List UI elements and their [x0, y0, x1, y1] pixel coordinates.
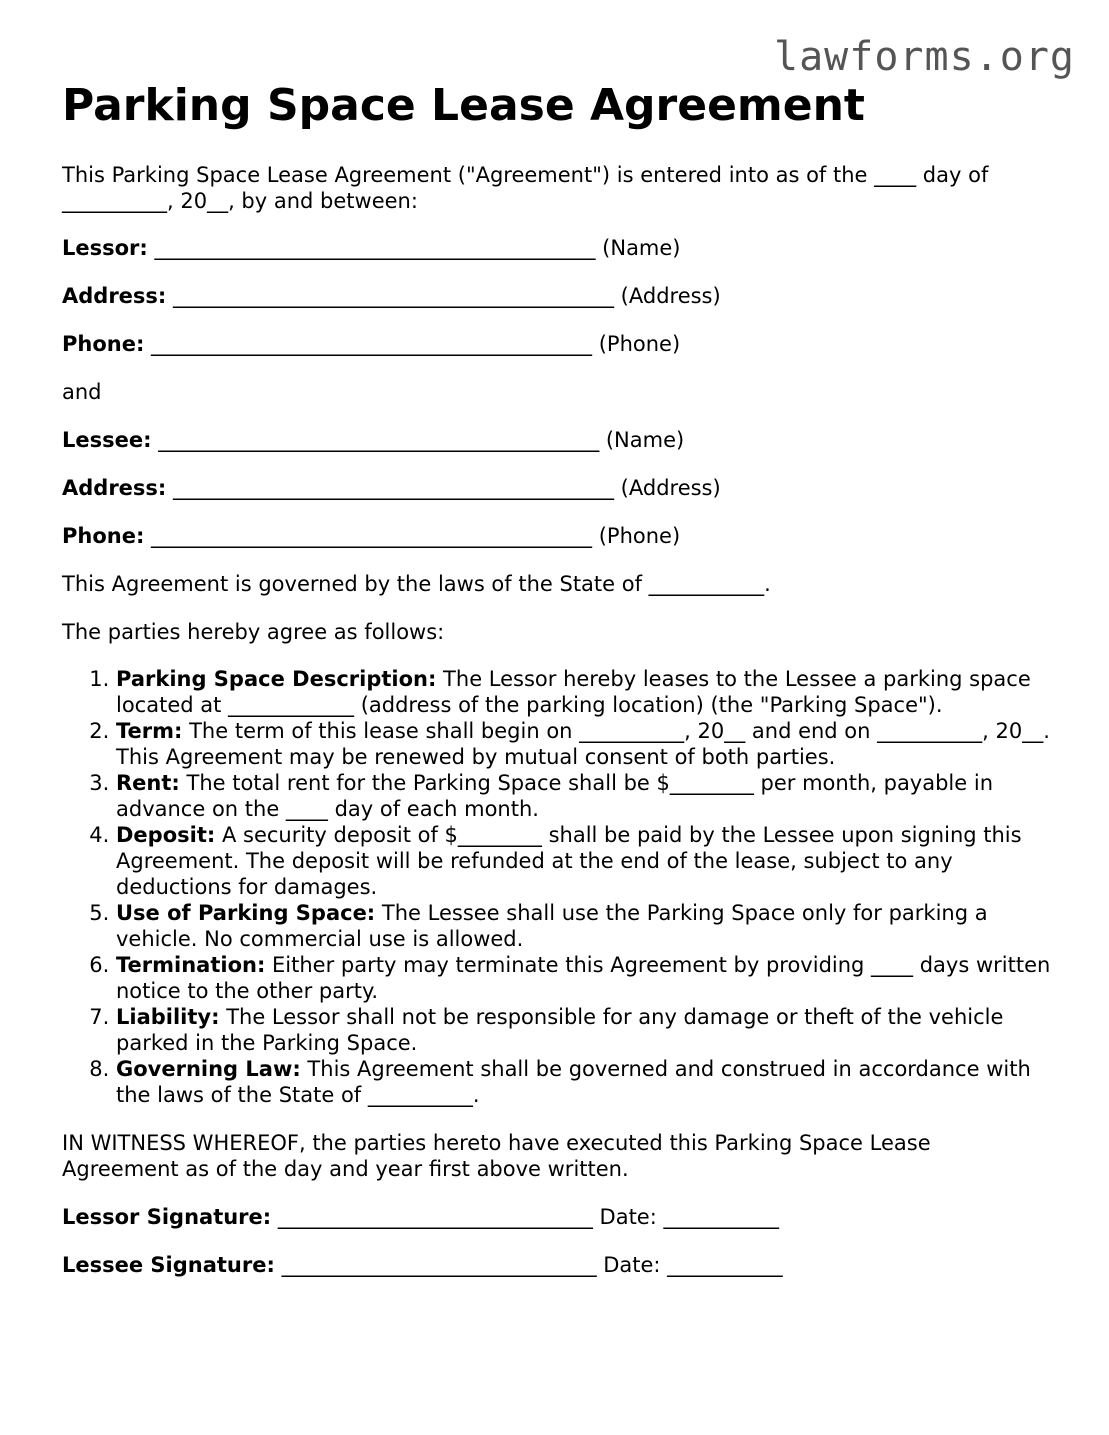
term-item-use-of-parking-space: [116, 900, 1052, 952]
lessee-phone-blank: __________________________________________ (Phone): [144, 524, 681, 548]
term-text: The Lessee shall use the Parking Space only for parking a vehicle. No commercial use is allowed.: [116, 901, 988, 951]
lessor-name-label: Lessor:: [62, 236, 148, 260]
term-text: The Lessor hereby leases to the Lessee a parking space located at ____________ (address of the parking location) (the "Parking Space").: [116, 667, 1031, 717]
term-text: The total rent for the Parking Space shall be $________ per month, payable in advance on the ____ day of each month.: [116, 771, 994, 821]
term-label: Parking Space Description:: [116, 667, 437, 691]
governing-state-paragraph: This Agreement is governed by the laws of the State of ___________.: [62, 572, 771, 596]
intro-paragraph: This Parking Space Lease Agreement ("Agreement") is entered into as of the ____ day of __________, 20__, by and between:: [62, 163, 989, 213]
term-item-governing-law: [116, 1056, 1052, 1108]
term-label: Deposit:: [116, 823, 216, 847]
lessee-signature-line: [62, 1252, 1052, 1278]
term-item-deposit: [116, 822, 1052, 900]
term-label: Term:: [116, 719, 183, 743]
lessor-phone-blank: __________________________________________ (Phone): [144, 332, 681, 356]
term-label: Rent:: [116, 771, 180, 795]
term-item-parking-space-description: [116, 666, 1052, 718]
term-item-liability: [116, 1004, 1052, 1056]
lessor-address-field: [62, 283, 1052, 309]
lessee-name-field: [62, 427, 1052, 453]
watermark-text: lawforms.org: [774, 34, 1075, 80]
term-item-rent: [116, 770, 1052, 822]
lessee-signature-label: Lessee Signature:: [62, 1253, 275, 1277]
witness-paragraph: IN WITNESS WHEREOF, the parties hereto have executed this Parking Space Lease Agreement as of the day and year first above written.: [62, 1131, 931, 1181]
lessee-name-blank: __________________________________________ (Name): [151, 428, 685, 452]
lessee-address-field: [62, 475, 1052, 501]
document-title: Parking Space Lease Agreement: [62, 80, 865, 131]
lessor-signature-line: [62, 1204, 1052, 1230]
lessor-phone-field: [62, 331, 1052, 357]
agree-paragraph: The parties hereby agree as follows:: [62, 620, 445, 644]
term-text: This Agreement shall be governed and construed in accordance with the laws of the State of __________.: [116, 1057, 1031, 1107]
lessee-phone-field: [62, 523, 1052, 549]
lessee-signature-blank: ______________________________ Date: ___________: [274, 1253, 783, 1277]
term-label: Liability:: [116, 1005, 220, 1029]
lessor-signature-label: Lessor Signature:: [62, 1205, 272, 1229]
terms-list: [62, 666, 1052, 1108]
lessor-name-field: [62, 235, 1052, 261]
term-item-term: [116, 718, 1052, 770]
and-text: and: [62, 380, 102, 404]
term-item-termination: [116, 952, 1052, 1004]
term-text: Either party may terminate this Agreement by providing ____ days written notice to the other party.: [116, 953, 1051, 1003]
document-page: [62, 80, 1052, 1300]
term-text: A security deposit of $________ shall be paid by the Lessee upon signing this Agreement. The deposit will be refunded at the end of the lease, subject to any deductions for damages.: [116, 823, 1022, 899]
term-label: Governing Law:: [116, 1057, 301, 1081]
term-label: Termination:: [116, 953, 266, 977]
term-label: Use of Parking Space:: [116, 901, 376, 925]
lessee-address-blank: __________________________________________ (Address): [166, 476, 721, 500]
term-text: The term of this lease shall begin on __________, 20__ and end on __________, 20__. This Agreement may be renewed by mutual consent of both parties.: [116, 719, 1050, 769]
term-text: The Lessor shall not be responsible for any damage or theft of the vehicle parked in the Parking Space.: [116, 1005, 1004, 1055]
lessee-address-label: Address:: [62, 476, 167, 500]
lessee-phone-label: Phone:: [62, 524, 145, 548]
lessor-address-label: Address:: [62, 284, 167, 308]
lessee-name-label: Lessee:: [62, 428, 152, 452]
lessor-name-blank: __________________________________________ (Name): [147, 236, 681, 260]
lessor-signature-blank: ______________________________ Date: ___________: [271, 1205, 779, 1229]
lessor-address-blank: __________________________________________ (Address): [166, 284, 721, 308]
lessor-phone-label: Phone:: [62, 332, 145, 356]
